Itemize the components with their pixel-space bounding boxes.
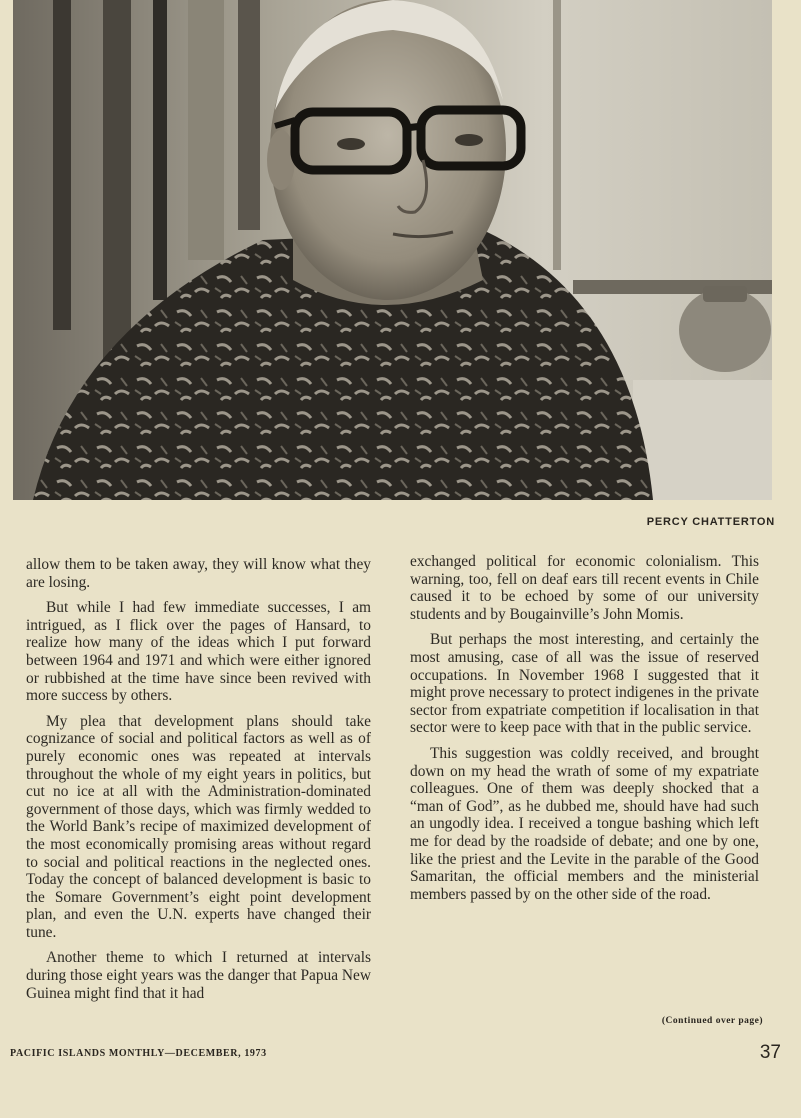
- paragraph: But perhaps the most interesting, and certainly the most amusing, case of all was the issue of reserved occupations. In November 1968 I suggested that it might prove necessary to protect indigenes in the private sector from expatriate competition if localisation in that sector were to keep pace with that in the public service.: [410, 631, 759, 737]
- page-footer: PACIFIC ISLANDS MONTHLY—DECEMBER, 1973: [10, 1048, 267, 1059]
- continued-note: (Continued over page): [661, 1016, 763, 1026]
- paragraph: exchanged political for economic colonialism. This warning, too, fell on deaf ears till recent events in Chile caused it to be echoed by some of our university students and by Bougainville’s John Momis.: [410, 553, 759, 623]
- portrait-photo: [13, 0, 772, 500]
- article-left-column: [26, 556, 371, 1010]
- paragraph: This suggestion was coldly received, and brought down on my head the wrath of some of my expatriate colleagues. One of them was deeply shocked that a “man of God”, as he dubbed me, should have had such an ungodly idea. I received a tongue bashing which left me for dead by the roadside of debate; and one by one, like the priest and the Levite in the parable of the Good Samaritan, the official members and the ministerial members passed by on the other side of the road.: [410, 744, 759, 903]
- paragraph: My plea that development plans should take cognizance of social and political factors as well as of purely economic ones was repeated at intervals throughout the whole of my eight years in politics, but cut no ice at all with the Administration-dominated government of those days, which was firmly wedded to the World Bank’s recipe of maximized development of the most economically promising areas without regard to social and political reactions in the neglected ones. Today the concept of balanced development is basic to the Somare Government’s eight point development plan, and even the U.N. experts have changed their tune.: [26, 712, 371, 941]
- page-number: 37: [759, 1042, 781, 1063]
- photo-caption: PERCY CHATTERTON: [646, 516, 775, 528]
- paragraph: But while I had few immediate successes, I am intrigued, as I flick over the pages of Hansard, to realize how many of the ideas which I put forward between 1964 and 1971 and which were either ignored or rubbished at the time have since been revived with more success by others.: [26, 599, 371, 705]
- paragraph: allow them to be taken away, they will know what they are losing.: [26, 556, 371, 591]
- portrait-image: [13, 0, 772, 500]
- paragraph: Another theme to which I returned at intervals during those eight years was the danger that Papua New Guinea might find that it had: [26, 949, 371, 1002]
- article-right-column: [410, 553, 759, 911]
